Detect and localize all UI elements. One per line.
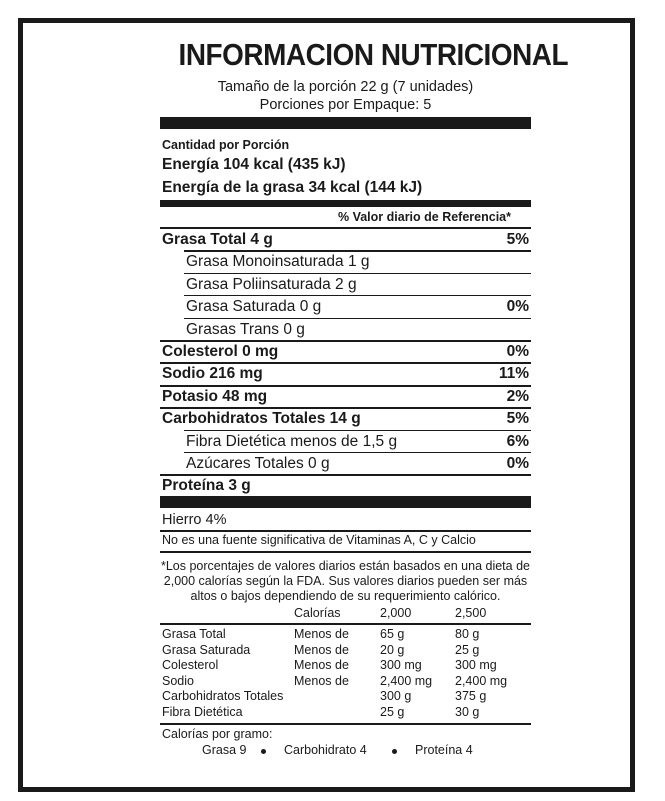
table-header-calories: Calorías [294,606,341,620]
table-cell: Menos de [294,642,349,657]
daily-value-header: % Valor diario de Referencia* [338,210,511,224]
nutrient-row [160,408,531,430]
nutrient-daily-value: 2% [506,387,529,405]
nutrient-row [160,229,531,251]
divider-line [160,723,531,725]
nutrient-label: Fibra Dietética menos de 1,5 g [186,432,398,450]
nutrient-daily-value: 5% [506,410,529,428]
nutrient-label: Grasa Poliinsaturada 2 g [186,275,357,293]
footnote-line: 2,000 calorías según la FDA. Sus valores diarios pueden ser más [163,574,528,588]
nutrient-label: Proteína 3 g [162,477,251,495]
nutrient-row [160,475,531,497]
table-cell: Grasa Saturada [162,642,251,657]
table-cell: 375 g [455,689,487,704]
nutrient-label: Colesterol 0 mg [162,343,279,360]
divider-line [160,623,531,625]
label-title: INFORMACION NUTRICIONAL [178,37,569,72]
nutrient-row [160,386,531,408]
calories-per-gram-label: Calorías por gramo: [162,727,273,741]
servings-per-package: Porciones por Empaque: 5 [259,97,432,113]
nutrient-label: Azúcares Totales 0 g [186,455,330,472]
bullet-icon [261,749,266,754]
nutrient-label: Carbohidratos Totales 14 g [162,410,361,428]
table-header-2000: 2,000 [380,606,412,620]
nutrient-daily-value: 5% [506,231,529,248]
serving-size: Tamaño de la porción 22 g (7 unidades) [217,79,474,95]
table-cell: 25 g [455,642,480,657]
energy-fat: Energía de la grasa 34 kcal (144 kJ) [162,179,423,196]
table-cell: 300 mg [455,658,497,673]
table-cell: 300 mg [380,658,422,673]
nutrient-row [160,319,531,341]
cal-per-gram-fat: Grasa 9 [202,743,247,757]
table-cell: 25 g [380,705,405,719]
nutrient-label: Grasa Total 4 g [162,231,273,248]
nutrient-daily-value: 0% [506,343,529,360]
table-cell: 30 g [455,705,480,719]
table-cell: 65 g [380,627,405,641]
nutrient-daily-value: 0% [506,455,529,472]
nutrient-label: Grasa Saturada 0 g [186,298,322,316]
table-cell: 20 g [380,642,405,657]
nutrient-daily-value: 6% [506,432,529,450]
nutrient-row [160,363,531,385]
nutrient-label: Potasio 48 mg [162,387,268,405]
nutrient-row [160,453,531,475]
energy: Energía 104 kcal (435 kJ) [162,156,346,173]
table-cell: 80 g [455,627,480,641]
table-cell: 2,400 mg [380,673,433,688]
table-cell: Menos de [294,627,349,641]
table-cell: Menos de [294,658,349,673]
nutrient-row [160,431,531,453]
table-cell: Grasa Total [162,627,226,641]
nutrient-daily-value: 11% [498,365,529,383]
nutrient-label: Grasa Monoinsaturada 1 g [186,253,370,271]
nutrient-row [160,251,531,273]
nutrient-row [160,296,531,318]
thick-divider [160,496,531,508]
iron: Hierro 4% [162,512,227,528]
table-cell: Sodio [162,673,194,688]
footnote-line: *Los porcentajes de valores diarios están basados en una dieta de [160,559,530,573]
table-cell: Colesterol [162,658,219,673]
table-cell: Fibra Dietética [162,705,243,719]
table-cell: 2,400 mg [455,673,508,688]
not-significant-note: No es una fuente significativa de Vitaminas A, C y Calcio [162,533,476,547]
amount-per-serving: Cantidad por Porción [162,138,290,152]
cal-per-gram-carb: Carbohidrato 4 [284,743,367,757]
nutrient-label: Sodio 216 mg [162,365,263,383]
table-cell: 300 g [380,689,412,704]
nutrient-row [160,274,531,296]
cal-per-gram-protein: Proteína 4 [415,743,473,757]
bullet-icon [392,749,397,754]
table-cell: Carbohidratos Totales [162,689,284,704]
thick-divider [160,117,531,129]
nutrient-row [160,341,531,363]
footnote-line: altos o bajos dependiendo de su requerimiento calórico. [190,589,501,603]
nutrient-label: Grasas Trans 0 g [186,320,305,338]
table-cell: Menos de [294,673,349,688]
divider-line [160,530,531,532]
divider-line [160,551,531,553]
table-header-2500: 2,500 [455,606,487,620]
nutrient-daily-value: 0% [506,298,529,316]
nutrition-facts-label [18,18,635,792]
medium-divider [160,200,531,207]
